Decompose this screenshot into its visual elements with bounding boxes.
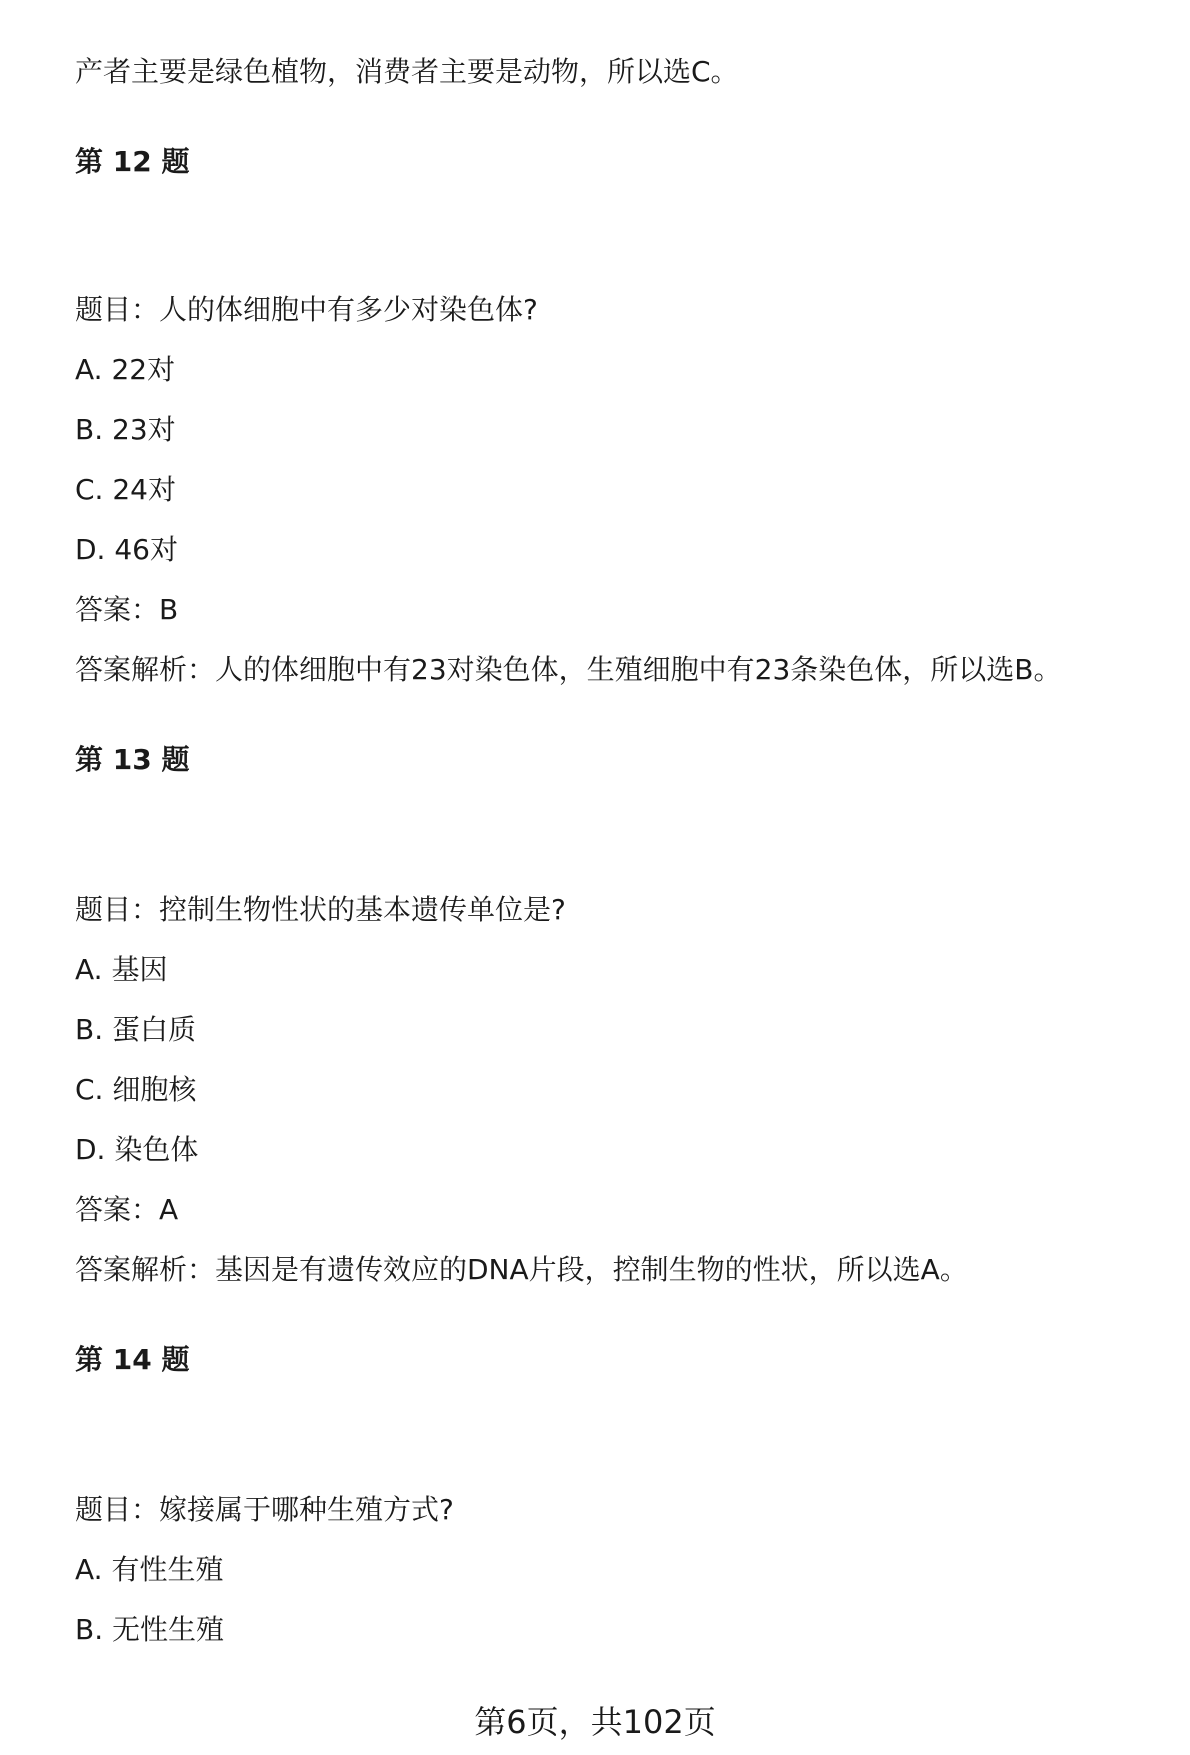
- question-13-option-a: A. 基因: [75, 953, 168, 986]
- question-14-option-b: B. 无性生殖: [75, 1613, 225, 1646]
- question-12-option-c: C. 24对: [75, 473, 176, 506]
- question-12-option-a: A. 22对: [75, 353, 176, 386]
- question-12-stem: 题目：人的体细胞中有多少对染色体?: [75, 293, 538, 326]
- question-13-heading: 第 13 题: [75, 743, 190, 776]
- question-14-option-a: A. 有性生殖: [75, 1553, 224, 1586]
- question-13-option-c: C. 细胞核: [75, 1073, 197, 1106]
- question-13-option-d: D. 染色体: [75, 1133, 199, 1166]
- prev-analysis-tail: 产者主要是绿色植物，消费者主要是动物，所以选C。: [75, 55, 739, 88]
- question-12-answer: 答案：B: [75, 593, 179, 626]
- question-12-option-b: B. 23对: [75, 413, 176, 446]
- page-footer: 第6页，共102页: [474, 1703, 716, 1741]
- question-13-analysis: 答案解析：基因是有遗传效应的DNA片段，控制生物的性状，所以选A。: [75, 1253, 968, 1286]
- question-12-option-d: D. 46对: [75, 533, 178, 566]
- question-13-option-b: B. 蛋白质: [75, 1013, 197, 1046]
- question-14-heading: 第 14 题: [75, 1343, 190, 1376]
- question-12-heading: 第 12 题: [75, 145, 190, 178]
- question-13-stem: 题目：控制生物性状的基本遗传单位是?: [75, 893, 566, 926]
- question-13-answer: 答案：A: [75, 1193, 179, 1226]
- question-14-stem: 题目：嫁接属于哪种生殖方式?: [75, 1493, 454, 1526]
- question-12-analysis: 答案解析：人的体细胞中有23对染色体，生殖细胞中有23条染色体，所以选B。: [75, 653, 1062, 686]
